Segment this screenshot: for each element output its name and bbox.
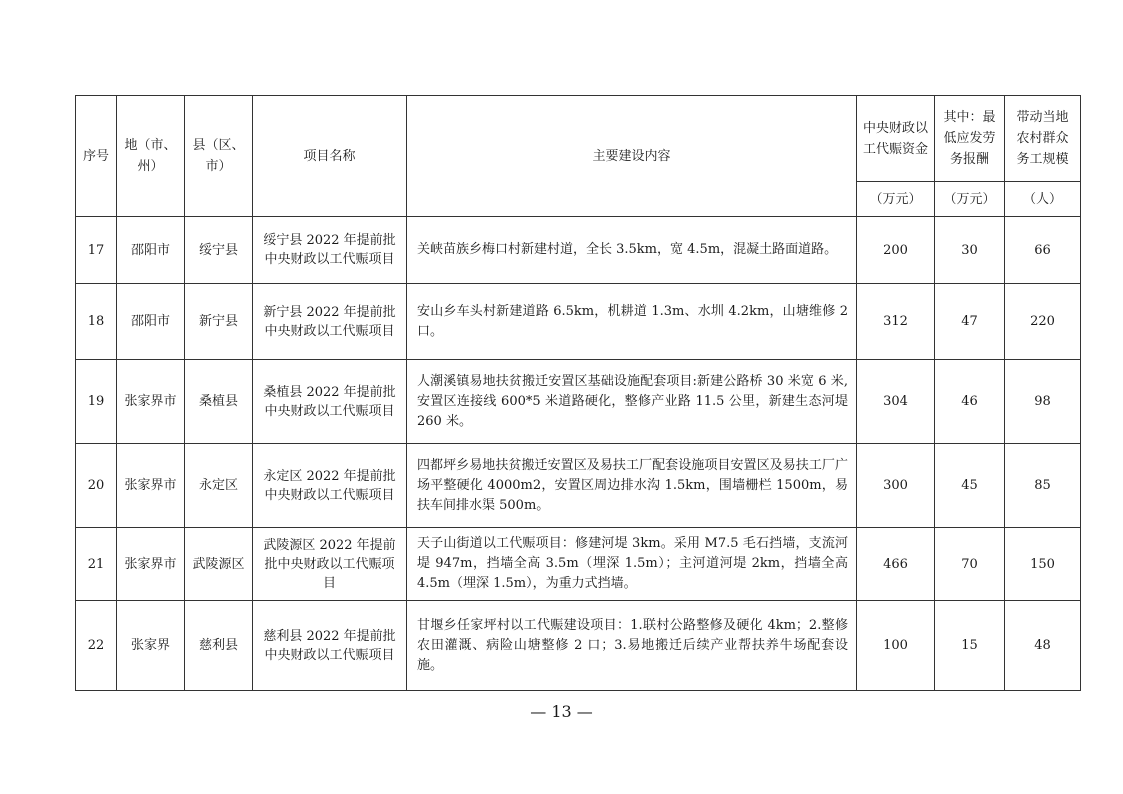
cell-fund: 304: [857, 360, 935, 444]
table-header: [76, 96, 1081, 217]
cell-project: 桑植县 2022 年提前批中央财政以工代赈项目: [253, 360, 407, 444]
cell-county: 永定区: [185, 444, 253, 528]
cell-project: 绥宁县 2022 年提前批中央财政以工代赈项目: [253, 217, 407, 284]
table-row: [76, 601, 1081, 691]
cell-seq: 21: [76, 528, 117, 601]
cell-fund: 200: [857, 217, 935, 284]
cell-content: 甘堰乡任家坪村以工代赈建设项目：1.联村公路整修及硬化 4km；2.整修农田灌溉、病险山塘整修 2 口；3.易地搬迁后续产业帮扶养牛场配套设施。: [407, 601, 857, 691]
header-fund-unit: （万元）: [857, 182, 935, 217]
cell-fund: 466: [857, 528, 935, 601]
cell-content: 人潮溪镇易地扶贫搬迁安置区基础设施配套项目:新建公路桥 30 米宽 6 米,安置区连接线 600*5 米道路硬化，整修产业路 11.5 公里，新建生态河堤 260 米。: [407, 360, 857, 444]
cell-content: 安山乡车头村新建道路 6.5km，机耕道 1.3m、水圳 4.2km，山塘维修 2 口。: [407, 284, 857, 360]
cell-jobs: 220: [1005, 284, 1081, 360]
cell-project: 慈利县 2022 年提前批中央财政以工代赈项目: [253, 601, 407, 691]
cell-jobs: 85: [1005, 444, 1081, 528]
cell-county: 桑植县: [185, 360, 253, 444]
cell-county: 绥宁县: [185, 217, 253, 284]
page-number: — 13 —: [530, 702, 593, 721]
cell-content: 关峡苗族乡梅口村新建村道，全长 3.5km，宽 4.5m，混凝土路面道路。: [407, 217, 857, 284]
cell-jobs: 98: [1005, 360, 1081, 444]
cell-seq: 17: [76, 217, 117, 284]
cell-city: 张家界市: [117, 360, 185, 444]
header-seq: 序号: [76, 96, 117, 217]
header-project: 项目名称: [253, 96, 407, 217]
cell-city: 张家界: [117, 601, 185, 691]
cell-jobs: 150: [1005, 528, 1081, 601]
cell-labor: 45: [935, 444, 1005, 528]
header-labor: 其中：最低应发劳务报酬: [935, 96, 1005, 182]
project-table: [75, 95, 1081, 691]
cell-labor: 15: [935, 601, 1005, 691]
header-jobs: 带动当地农村群众务工规模: [1005, 96, 1081, 182]
header-county: 县（区、市）: [185, 96, 253, 217]
cell-labor: 70: [935, 528, 1005, 601]
cell-jobs: 48: [1005, 601, 1081, 691]
table-row: [76, 444, 1081, 528]
table-row: [76, 217, 1081, 284]
cell-content: 天子山街道以工代赈项目：修建河堤 3km。采用 M7.5 毛石挡墙，支流河堤 947m，挡墙全高 3.5m（埋深 1.5m）；主河道河堤 2km，挡墙全高 4.5m（埋深 1.5m），为重力式挡墙。: [407, 528, 857, 601]
header-content: 主要建设内容: [407, 96, 857, 217]
cell-seq: 19: [76, 360, 117, 444]
cell-project: 武陵源区 2022 年提前批中央财政以工代赈项目: [253, 528, 407, 601]
cell-project: 永定区 2022 年提前批中央财政以工代赈项目: [253, 444, 407, 528]
cell-labor: 30: [935, 217, 1005, 284]
cell-city: 张家界市: [117, 528, 185, 601]
table-row: [76, 360, 1081, 444]
cell-fund: 100: [857, 601, 935, 691]
cell-county: 新宁县: [185, 284, 253, 360]
cell-content: 四都坪乡易地扶贫搬迁安置区及易扶工厂配套设施项目安置区及易扶工厂广场平整硬化 4000m2，安置区周边排水沟 1.5km，围墙栅栏 1500m，易扶车间排水渠 500m。: [407, 444, 857, 528]
cell-fund: 312: [857, 284, 935, 360]
cell-labor: 47: [935, 284, 1005, 360]
table-row: [76, 284, 1081, 360]
header-fund: 中央财政以工代赈资金: [857, 96, 935, 182]
cell-city: 邵阳市: [117, 217, 185, 284]
cell-project: 新宁县 2022 年提前批中央财政以工代赈项目: [253, 284, 407, 360]
header-labor-unit: （万元）: [935, 182, 1005, 217]
cell-fund: 300: [857, 444, 935, 528]
cell-seq: 22: [76, 601, 117, 691]
cell-labor: 46: [935, 360, 1005, 444]
table-row: [76, 528, 1081, 601]
header-city: 地（市、州）: [117, 96, 185, 217]
header-jobs-unit: （人）: [1005, 182, 1081, 217]
cell-county: 慈利县: [185, 601, 253, 691]
cell-county: 武陵源区: [185, 528, 253, 601]
cell-seq: 20: [76, 444, 117, 528]
cell-city: 张家界市: [117, 444, 185, 528]
cell-seq: 18: [76, 284, 117, 360]
cell-jobs: 66: [1005, 217, 1081, 284]
cell-city: 邵阳市: [117, 284, 185, 360]
